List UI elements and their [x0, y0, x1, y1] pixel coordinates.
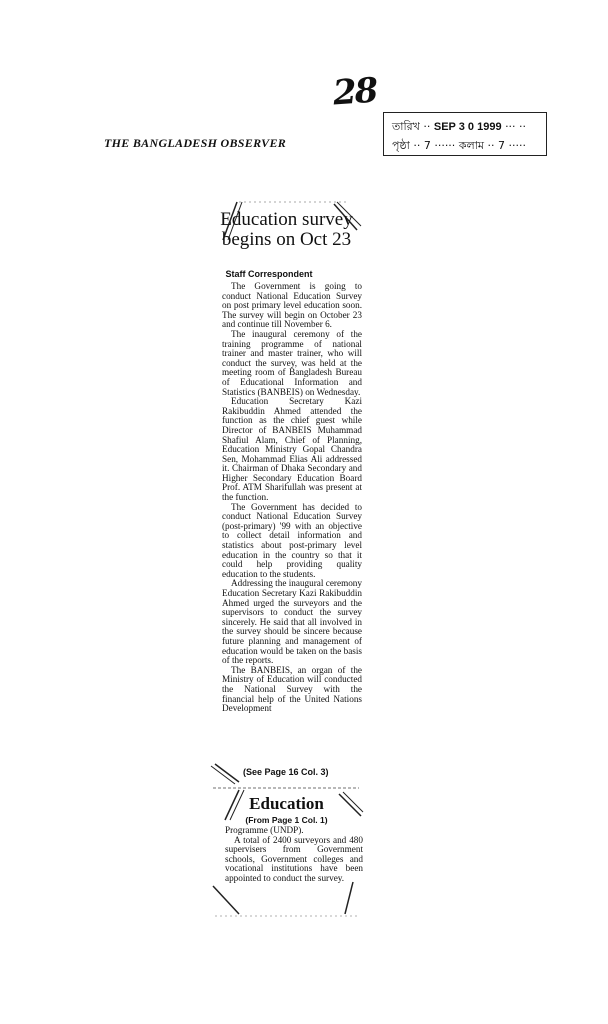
article-body [222, 282, 362, 714]
stamp-dots: ··· ·· [505, 120, 527, 133]
byline: Staff Correspondent [225, 269, 313, 279]
stamp-column: 7 [498, 139, 506, 152]
article-paragraph: The Government has decided to conduct National Education Survey (post-primary) '99 with an objective to collect detail information and statistics about post-primary level education in the country so that it could help providing quality education to the students. [222, 501, 362, 579]
article-headline: Education survey begins on Oct 23 [220, 209, 353, 250]
handwritten-page-number: 28 [331, 70, 378, 114]
continuation-from-note: (From Page 1 Col. 1) [245, 815, 328, 825]
continuation-headline: Education [249, 794, 324, 813]
continuation-paragraph: Programme (UNDP). [225, 825, 304, 835]
article-paragraph: The inaugural ceremony of the training programme of national trainer and master trainer, who will conduct the survey, was held at the meeting room of Bangladesh Bureau of Educational Information and Statistics (BANBEIS) on Wednesday. [222, 328, 362, 397]
continuation-clipping [209, 786, 364, 918]
article-body-wrapper [209, 280, 364, 770]
newspaper-name: THE BANGLADESH OBSERVER [104, 136, 287, 150]
continuation-paragraph: A total of 2400 surveyors and 480 supervisers from Government schools, Government colleges and vocational institutions have been appointed to conduct the survey. [225, 834, 363, 883]
date-stamp [383, 112, 547, 156]
article-paragraph: The Government is going to conduct National Education Survey on post primary level education soon. The survey will begin on October 23 and continue till November 6. [222, 281, 362, 330]
stamp-date-row: তারিখ ·· SEP 3 0 1999 ··· ·· [392, 120, 527, 133]
see-page-note: (See Page 16 Col. 3) [243, 767, 329, 777]
article-paragraph: Addressing the inaugural ceremony Education Secretary Kazi Rakibuddin Ahmed urged the surveyors and the supervisors to conduct the survey sincerely. He said that all involved in the survey should be sincere because future planning and management of education would be taken on the basis of the reports. [222, 578, 362, 666]
stamp-page-row: পৃষ্ঠা ·· 7 ······ কলাম ·· 7 ····· [392, 139, 526, 152]
stamp-date: SEP 3 0 1999 [433, 121, 502, 133]
continuation-body [225, 826, 363, 884]
stamp-page: 7 [423, 139, 431, 152]
article-paragraph: Education Secretary Kazi Rakibuddin Ahmed attended the function as the chief guest while Director of BANBEIS Muhammad Shafiul Alam, Chief of Planning, Education Ministry Gopal Chandra Sen, Mohammad Elias Ali addressed it. Chairman of Dhaka Secondary and Higher Secondary Education Board Prof. ATM Sharifullah was present at the function. [222, 396, 362, 503]
see-page-wrapper [209, 762, 364, 786]
stamp-page-label: পৃষ্ঠা [392, 139, 410, 152]
stamp-column-label: কলাম [458, 139, 485, 152]
article-paragraph: The BANBEIS, an organ of the Ministry of Education will conducted the National Survey with the financial help of the United Nations Development [222, 664, 362, 714]
stamp-date-label: তারিখ [392, 120, 420, 133]
